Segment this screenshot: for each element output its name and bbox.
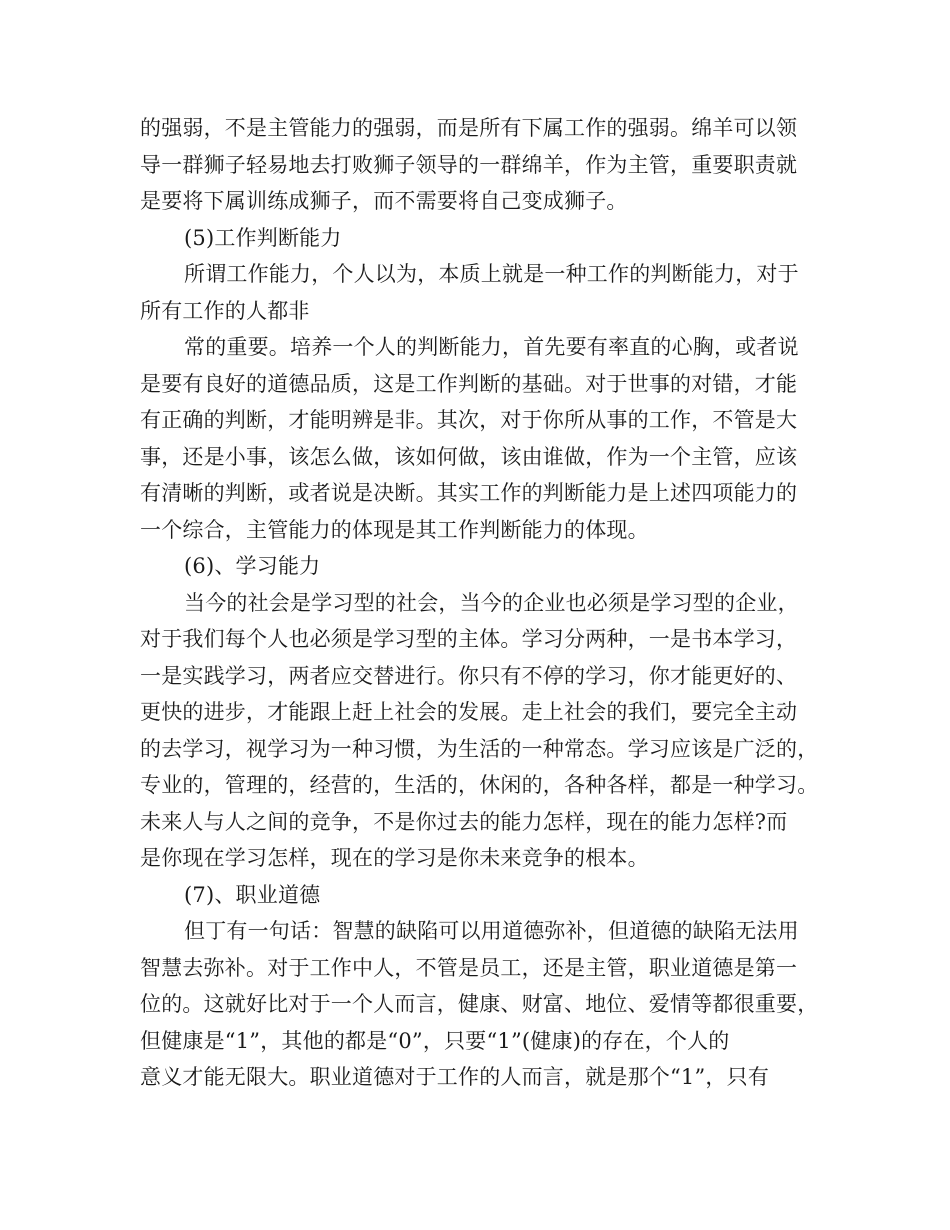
text-line: 有清晰的判断，或者说是决断。其实工作的判断能力是上述四项能力的 [140,481,798,505]
section-heading: (5)工作判断能力 [184,226,342,250]
text-line: 但丁有一句话：智慧的缺陷可以用道德弥补，但道德的缺陷无法用 [184,919,799,943]
text-line: 所有工作的人都非 [140,299,310,323]
text-line: 一是实践学习，两者应交替进行。你只有不停的学习，你才能更好的、 [140,664,798,688]
section-heading: (7)、职业道德 [184,883,321,907]
text-line: 的强弱，不是主管能力的强弱，而是所有下属工作的强弱。绵羊可以领 [140,116,798,140]
text-line: 位的。这就好比对于一个人而言，健康、财富、地位、爱情等都很重要， [140,992,819,1016]
text-line: 是要将下属训练成狮子，而不需要将自己变成狮子。 [140,189,628,213]
section-heading: (6)、学习能力 [184,554,321,578]
text-line: 一个综合，主管能力的体现是其工作判断能力的体现。 [140,518,649,542]
text-line: 但健康是“1”，其他的都是“0”，只要“1”(健康)的存在，个人的 [140,1029,730,1053]
text-line: 智慧去弥补。对于工作中人，不管是员工，还是主管，职业道德是第一 [140,956,798,980]
text-line: 有正确的判断，才能明辨是非。其次，对于你所从事的工作，不管是大 [140,408,798,432]
text-line: 未来人与人之间的竞争，不是你过去的能力怎样，现在的能力怎样?而 [140,810,788,834]
text-line: 专业的，管理的，经营的，生活的，休闲的，各种各样，都是一种学习。 [140,773,819,797]
text-line: 所谓工作能力，个人以为，本质上就是一种工作的判断能力，对于 [184,262,799,286]
text-line: 是要有良好的道德品质，这是工作判断的基础。对于世事的对错，才能 [140,372,798,396]
text-line: 更快的进步，才能跟上赶上社会的发展。走上社会的我们，要完全主动 [140,700,798,724]
text-line: 常的重要。培养一个人的判断能力，首先要有率直的心胸，或者说 [184,335,799,359]
text-line: 当今的社会是学习型的社会，当今的企业也必须是学习型的企业， [184,591,799,615]
text-line: 事，还是小事，该怎么做，该如何做，该由谁做，作为一个主管，应该 [140,445,798,469]
text-line: 的去学习，视学习为一种习惯，为生活的一种常态。学习应该是广泛的， [140,737,819,761]
text-line: 是你现在学习怎样，现在的学习是你未来竞争的根本。 [140,846,649,870]
text-line: 导一群狮子轻易地去打败狮子领导的一群绵羊，作为主管，重要职责就 [140,153,798,177]
text-line: 对于我们每个人也必须是学习型的主体。学习分两种，一是书本学习， [140,627,798,651]
text-line: 意义才能无限大。职业道德对于工作的人而言，就是那个“1”，只有 [140,1065,770,1089]
